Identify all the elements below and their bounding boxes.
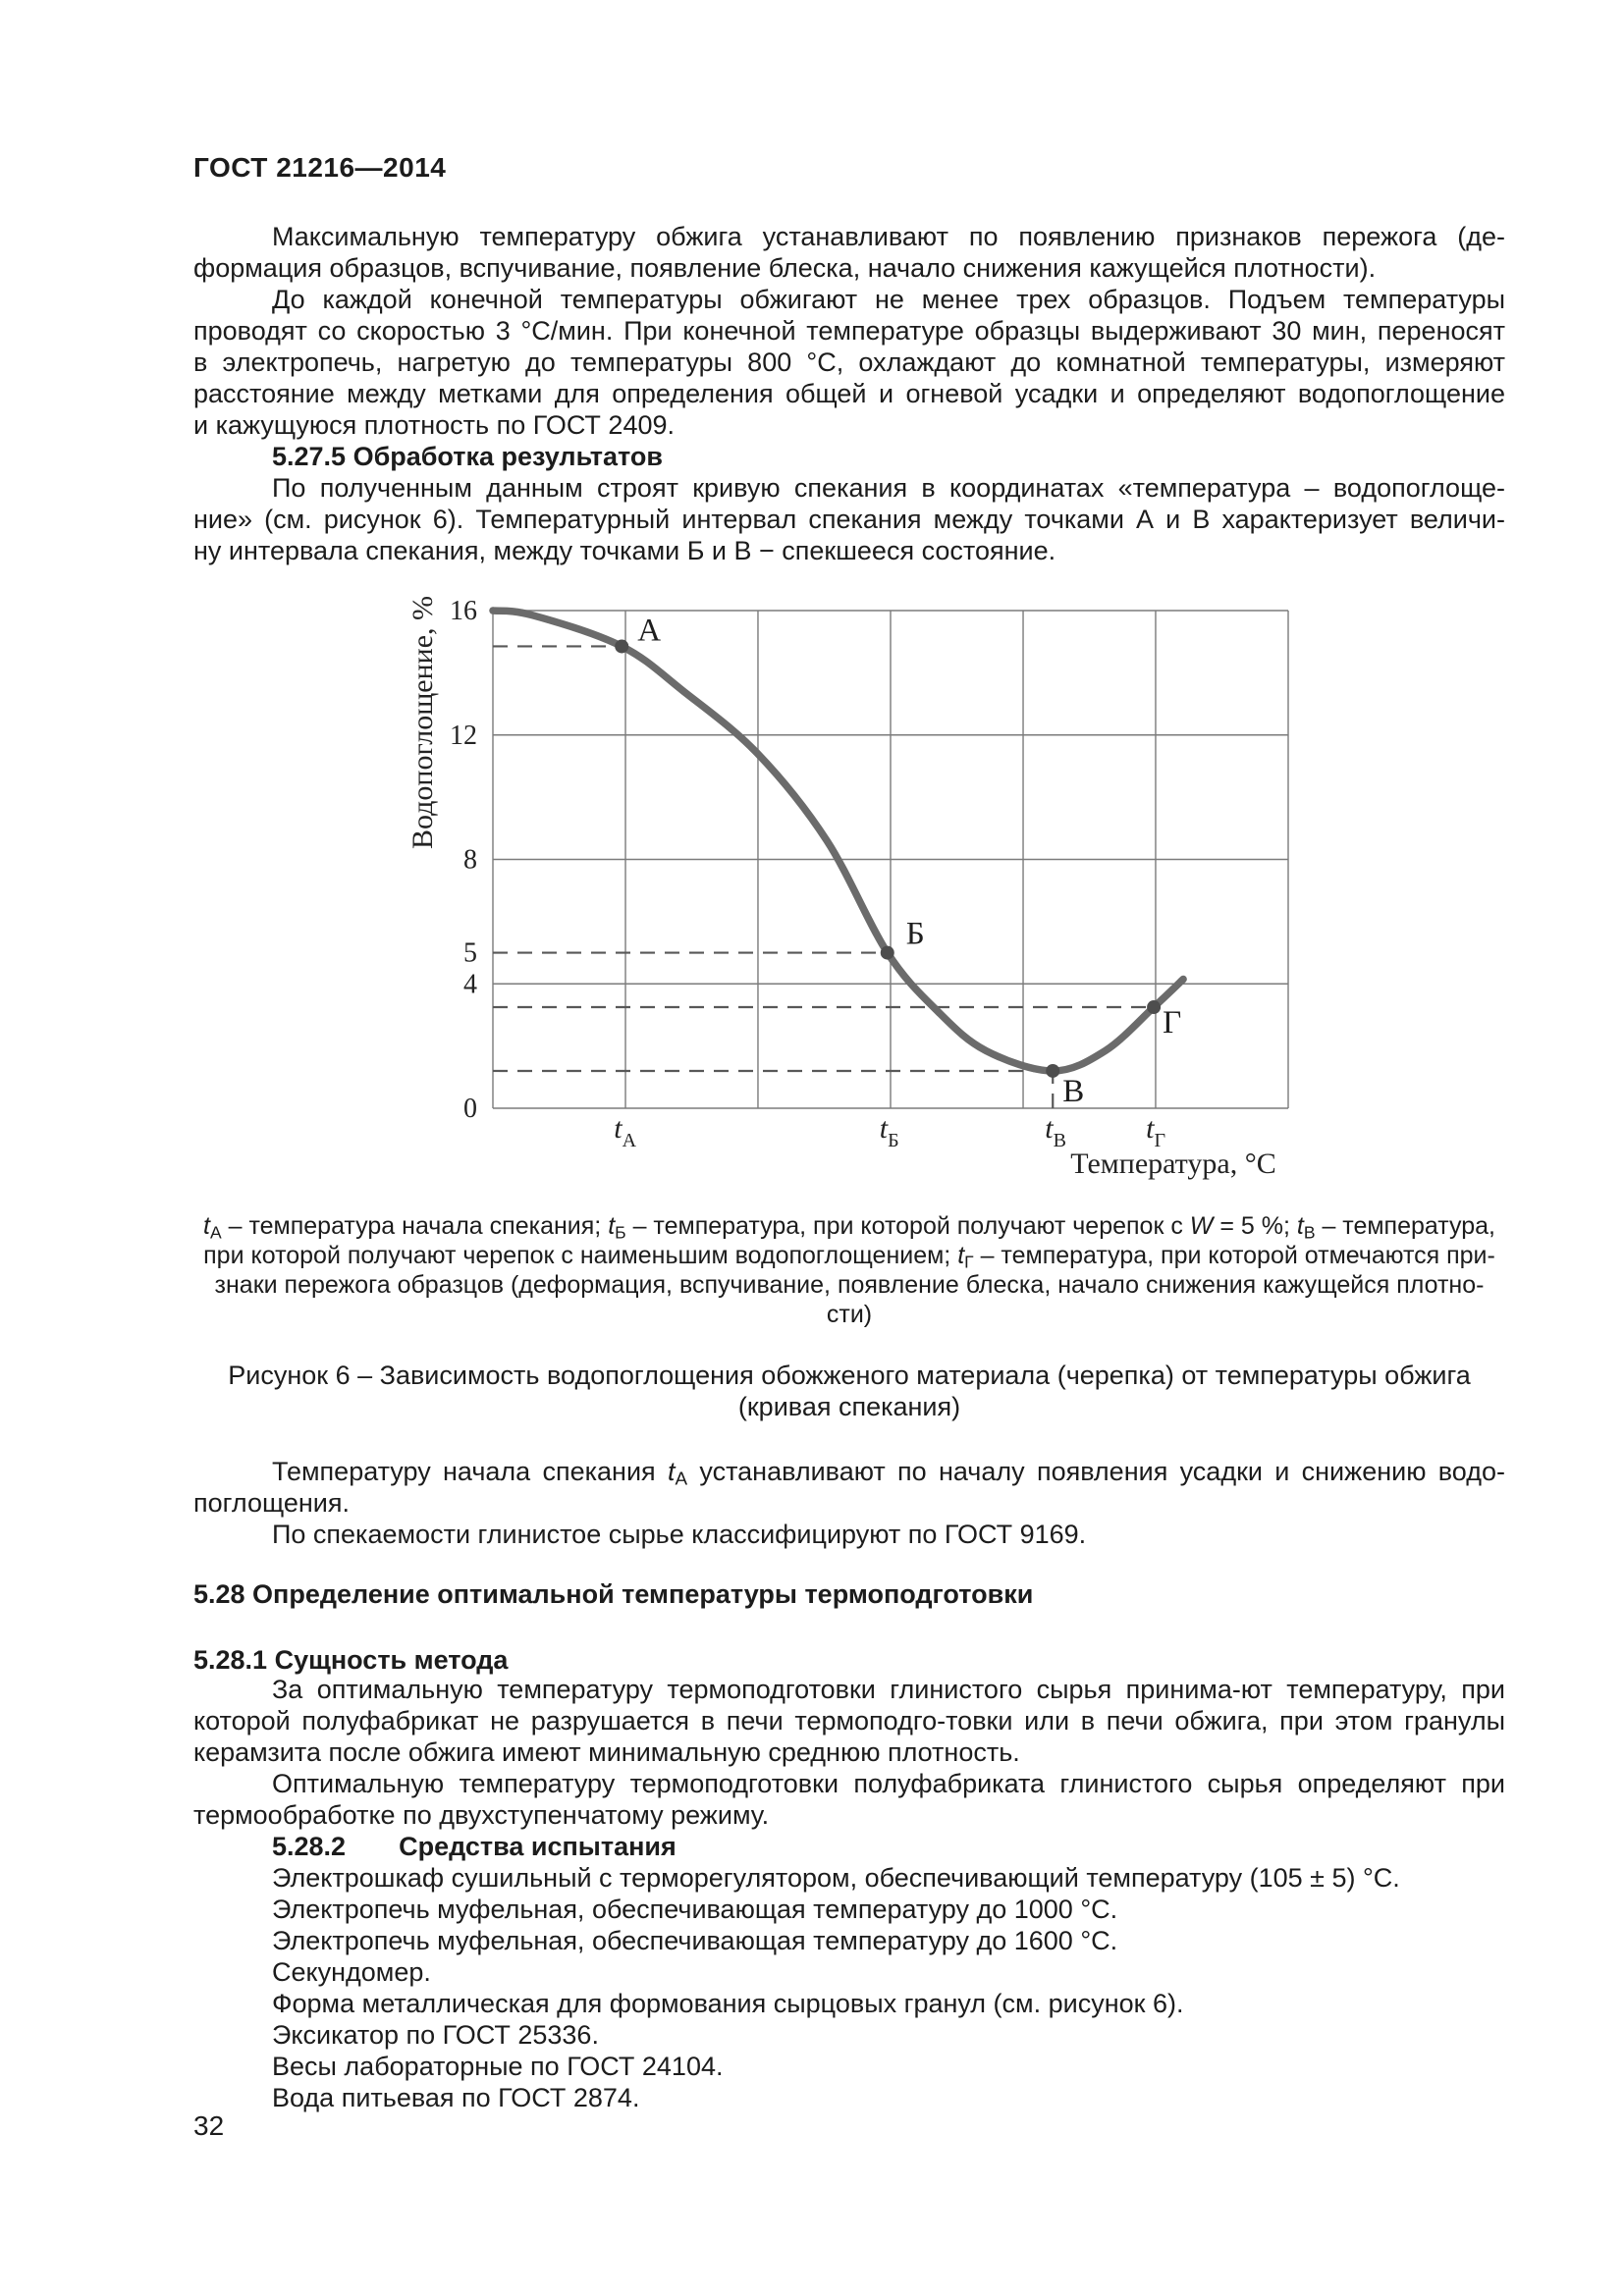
text-line: расстояние между метками для определения общей и огневой усадки и определяют водопоглощение [193, 379, 1505, 408]
y-tick-label: 16 [450, 596, 477, 626]
text-line: которой полуфабрикат не разрушается в печи термоподго-товки или в печи обжига, при этом гранулы [193, 1706, 1505, 1735]
sintering-curve-chart [334, 579, 1335, 1237]
list-item: Весы лабораторные по ГОСТ 24104. [272, 2052, 724, 2081]
text-line: проводят со скоростью 3 °С/мин. При конечной температуре образцы выдерживают 30 мин, переносят [193, 316, 1505, 346]
y-tick-label: 4 [463, 969, 477, 1000]
figure-note [193, 1211, 1505, 1329]
y-tick-label: 12 [450, 720, 477, 751]
figure-caption-line: (кривая спекания) [737, 1392, 961, 1421]
text-line: ние» (см. рисунок 6). Температурный интервал спекания между точками А и В характеризует величи- [193, 505, 1505, 534]
text-line: термообработке по двухступенчатому режиму. [193, 1800, 770, 1830]
list-item: Электрошкаф сушильный с терморегулятором, обеспечивающий температуру (105 ± 5) °С. [272, 1863, 1400, 1893]
text-line: По спекаемости глинистое сырье классифицируют по ГОСТ 9169. [272, 1520, 1087, 1549]
x-tick-label: $t_Б$ [879, 1112, 899, 1151]
figure-note-line: знаки пережога образцов (деформация, вспучивание, появление блеска, начало снижения кажущейся плотно- [214, 1271, 1485, 1299]
section-5-28-text [193, 1674, 1505, 2113]
list-item: Электропечь муфельная, обеспечивающая температуру до 1000 °С. [272, 1895, 1118, 1924]
point-label-Б: Б [905, 916, 925, 952]
text-line: Оптимальную температуру термоподготовки полуфабриката глинистого сырья определяют при [272, 1769, 1505, 1798]
text-line: и кажущуюся плотность по ГОСТ 2409. [193, 410, 675, 440]
list-item: Электропечь муфельная, обеспечивающая температуру до 1600 °С. [272, 1926, 1118, 1955]
text-line: Температуру начала спекания $t_А$ устанавливают по началу появления усадки и снижению водо- [272, 1457, 1505, 1490]
point-label-А: А [637, 613, 662, 649]
list-item: Вода питьевая по ГОСТ 2874. [272, 2083, 640, 2112]
figure-note-line: сти) [826, 1301, 873, 1328]
x-tick-label: $t_А$ [614, 1112, 637, 1151]
text-line: За оптимальную температуру термоподготовки глинистого сырья принима-ют температуру, при [272, 1675, 1505, 1704]
x-axis-title: Температура, °С [1070, 1148, 1276, 1180]
page-number: 32 [193, 2110, 225, 2141]
document-code: ГОСТ 21216—2014 [193, 152, 447, 183]
x-tick-label: $t_В$ [1045, 1112, 1066, 1151]
y-axis-title: Водопоглощение, % [406, 595, 439, 850]
post-figure-text [193, 1456, 1505, 1550]
list-item: Форма металлическая для формования сырцовых гранул (см. рисунок 6). [272, 1989, 1184, 2018]
y-tick-label: 8 [463, 844, 477, 876]
section-5-27-text [193, 221, 1505, 566]
heading-5-28: 5.28 Определение оптимальной температуры термоподготовки [193, 1579, 1034, 1609]
figure-caption-line: Рисунок 6 – Зависимость водопоглощения обожженого материала (черепка) от температуры обжига [228, 1361, 1471, 1390]
figure-note-line: $t_А$ – температура начала спекания; $t_Б$ – температура, при которой получают черепок с W = 5 %; $t_В$ – температура, [203, 1212, 1495, 1243]
text-line: Максимальную температуру обжига устанавливают по появлению признаков пережога (де- [272, 222, 1505, 251]
heading-5-28-2: 5.28.2 Средства испытания [272, 1832, 677, 1861]
text-line: керамзита после обжига имеют минимальную среднюю плотность. [193, 1737, 1020, 1767]
text-line: в электропечь, нагретую до температуры 800 °С, охлаждают до комнатной температуры, измеряют [193, 347, 1505, 377]
text-line: ну интервала спекания, между точками Б и В − спекшееся состояние. [193, 536, 1056, 565]
text-line: До каждой конечной температуры обжигают не менее трех образцов. Подъем температуры [272, 285, 1505, 314]
curve-point-Б [881, 946, 894, 960]
point-label-В: В [1062, 1073, 1085, 1109]
list-item: Секундомер. [272, 1957, 431, 1987]
sintering-curve [493, 611, 1183, 1071]
text-line: По полученным данным строят кривую спекания в координатах «температура – водопоглоще- [272, 473, 1505, 503]
y-tick-label: 5 [463, 937, 477, 969]
heading-5-28-1: 5.28.1 Сущность метода [193, 1645, 509, 1675]
list-item: Эксикатор по ГОСТ 25336. [272, 2020, 599, 2050]
figure-caption [193, 1360, 1505, 1422]
figure-note-line: при которой получают черепок с наименьшим водопоглощением; $t_Г$ – температура, при которой отмечаются при- [203, 1242, 1495, 1272]
curve-point-А [615, 639, 628, 653]
point-label-Г: Г [1163, 1005, 1182, 1041]
text-line: поглощения. [193, 1488, 351, 1518]
x-tick-label: $t_Г$ [1146, 1112, 1166, 1151]
curve-point-Г [1147, 1000, 1161, 1014]
y-tick-label: 0 [463, 1094, 477, 1124]
heading-5-27-5: 5.27.5 Обработка результатов [272, 442, 663, 471]
curve-point-В [1046, 1064, 1059, 1078]
text-line: формация образцов, вспучивание, появление блеска, начало снижения кажущейся плотности). [193, 253, 1377, 283]
